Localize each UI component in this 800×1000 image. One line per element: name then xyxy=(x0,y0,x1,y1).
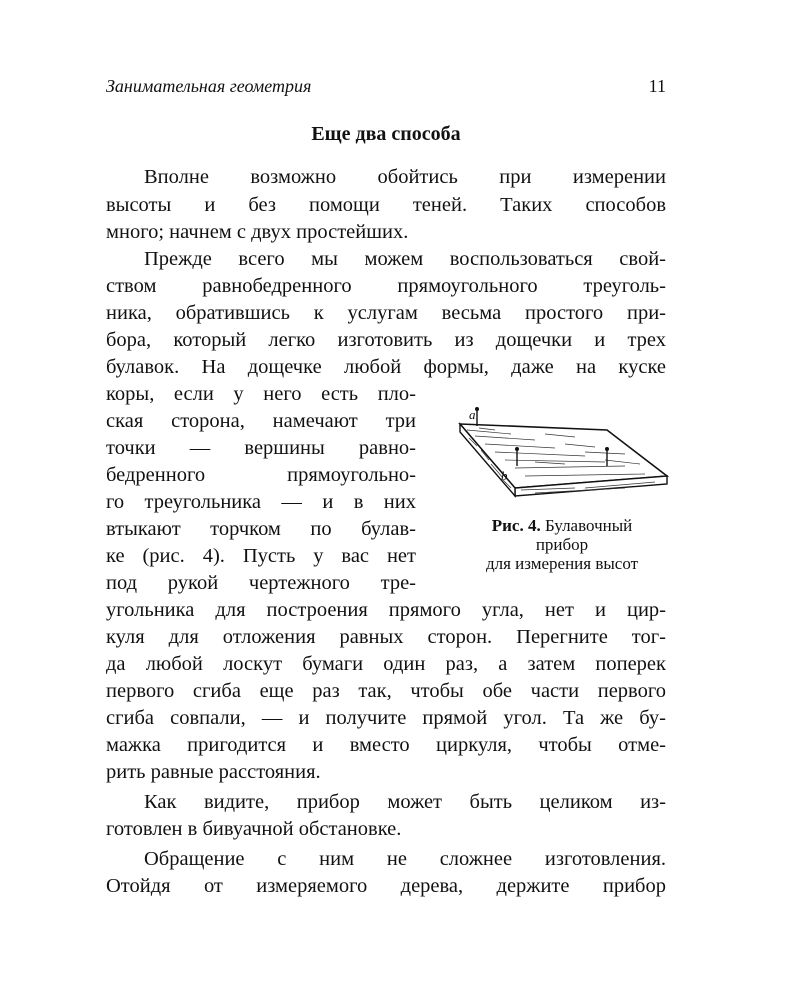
text-line: бедренного прямоугольно- xyxy=(106,464,416,486)
text-line: втыкают торчком по булав- xyxy=(106,518,416,540)
text-line: рить равные расстояния. xyxy=(106,761,321,783)
text-line: точки — вершины равно- xyxy=(106,437,416,459)
point-a-label: a xyxy=(469,407,476,422)
text-line: ника, обратившись к услугам весьма простого при- xyxy=(106,302,666,324)
running-header xyxy=(106,74,666,102)
text-line: сгиба совпали, — и получите прямой угол. Та же бу- xyxy=(106,707,666,729)
text-line: высоты и без помощи теней. Таких способов xyxy=(106,194,666,216)
text-line: булавок. На дощечке любой формы, даже на куске xyxy=(106,356,666,378)
text-line: угольника для построения прямого угла, нет и цир- xyxy=(106,599,666,621)
caption-text: прибор xyxy=(535,535,589,554)
text-line: коры, если у него есть пло- xyxy=(106,383,416,405)
text-line: Отойдя от измеряемого дерева, держите прибор xyxy=(106,875,666,897)
text-line: Вполне возможно обойтись при измерении xyxy=(144,166,666,188)
text-line: Обращение с ним не сложнее изготовления. xyxy=(144,848,666,870)
text-line: ством равнобедренного прямоугольного треуголь- xyxy=(106,275,666,297)
text-line: много; начнем с двух простейших. xyxy=(106,221,409,243)
text-line: Прежде всего мы можем воспользоваться свой- xyxy=(144,248,666,270)
text-line: бора, который легко изготовить из дощечки и трех xyxy=(106,329,666,351)
text-line: Как видите, прибор может быть целиком из- xyxy=(144,791,666,813)
caption-text: Булавочный xyxy=(544,516,633,535)
page-number: 11 xyxy=(648,76,666,96)
text-line: го треугольника — и в них xyxy=(106,491,416,513)
text-line: да любой лоскут бумаги один раз, а затем поперек xyxy=(106,653,666,675)
running-title: Занимательная геометрия xyxy=(106,76,312,96)
text-line: готовлен в бивуачной обстановке. xyxy=(106,818,402,840)
text-line: мажка пригодится и вместо циркуля, чтобы отме- xyxy=(106,734,666,756)
text-line: куля для отложения равных сторон. Перегните тог- xyxy=(106,626,666,648)
pin-board-figure xyxy=(455,404,670,512)
board-illustration xyxy=(460,407,667,496)
text-line: ке (рис. 4). Пусть у вас нет xyxy=(106,545,416,567)
caption-label: Рис. 4. xyxy=(491,516,541,535)
figure-caption xyxy=(446,516,678,573)
text-line: под рукой чертежного тре- xyxy=(106,572,416,594)
point-b-label: b xyxy=(501,468,508,483)
caption-text: для измерения высот xyxy=(485,554,639,573)
text-line: первого сгиба еще раз так, чтобы обе части первого xyxy=(106,680,666,702)
section-title: Еще два способа xyxy=(311,123,461,145)
text-line: ская сторона, намечают три xyxy=(106,410,416,432)
